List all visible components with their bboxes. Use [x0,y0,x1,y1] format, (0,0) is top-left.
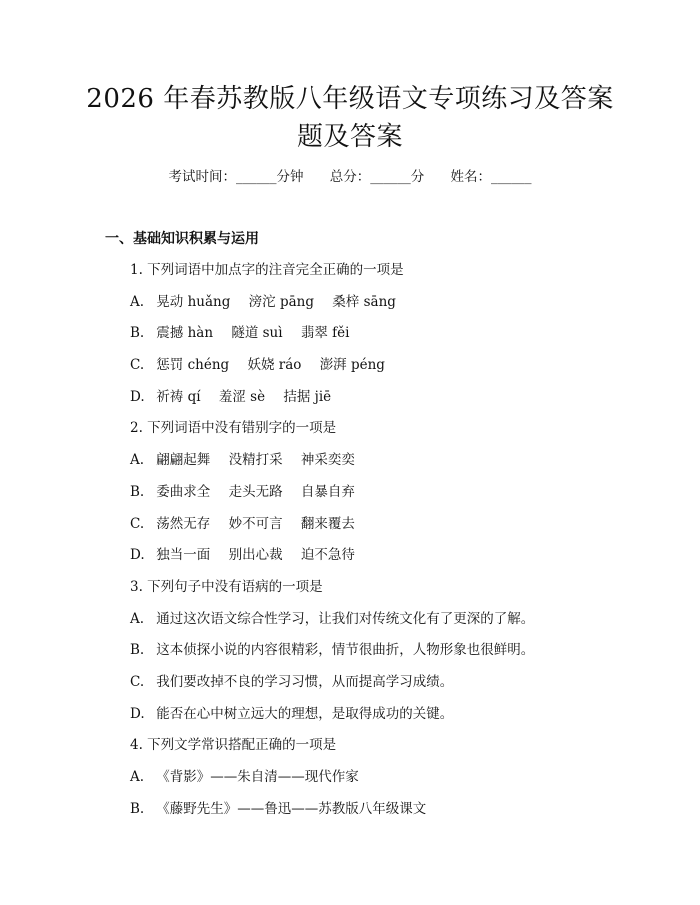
option-3c [0,669,700,701]
exam-time-field: 考试时间：______分钟 [168,169,304,185]
option-term: 妖娆 ráo [247,357,302,374]
option-3d [0,701,700,733]
option-term: 翡翠 fěi [300,325,350,342]
option-term: 独当一面 [156,547,211,564]
question-stem-2: 2. 下列词语中没有错别字的一项是 [130,420,337,437]
option-1b [0,320,700,352]
option-term: 迫不急待 [300,547,355,564]
question-stem-3: 3. 下列句子中没有语病的一项是 [130,578,323,595]
option-term: 惩罚 chéng [156,357,230,374]
question-stem-4: 4. 下列文学常识搭配正确的一项是 [130,737,337,754]
total-score-field: 总分：______分 [329,169,425,185]
option-letter: D. [130,388,145,405]
option-letter: C. [130,673,145,690]
option-term: 翩翩起舞 [156,452,211,469]
option-term: 翻来覆去 [300,515,355,532]
option-letter: A. [130,610,145,627]
option-term: 委曲求全 [156,483,211,500]
option-term: 别出心裁 [228,547,283,564]
option-sentence: 这本侦探小说的内容很精彩，情节很曲折，人物形象也很鲜明。 [156,642,535,659]
question-stem-1: 1. 下列词语中加点字的注音完全正确的一项是 [130,262,404,278]
option-term: 桑梓 sāng [332,293,396,310]
option-letter: B. [130,325,145,342]
option-2a [0,447,700,479]
option-term: 走头无路 [228,483,283,500]
option-sentence: 我们要改掉不良的学习习惯，从而提高学习成绩。 [156,673,454,690]
page-title [60,80,640,156]
option-letter: A. [130,452,145,469]
option-letter: C. [130,515,145,532]
title-line-2: 题及答案 [296,122,403,152]
option-term: 神采奕奕 [300,452,355,469]
option-term: 妙不可言 [228,515,283,532]
option-letter: B. [130,800,145,817]
option-3a [0,606,700,638]
option-sentence: 通过这次语文综合性学习，让我们对传统文化有了更深的了解。 [156,610,535,627]
option-2b [0,479,700,511]
option-1c [0,352,700,384]
option-3b [0,637,700,669]
option-2c [0,511,700,543]
option-1d [0,384,700,416]
option-letter: D. [130,547,145,564]
option-term: 晃动 huǎng [156,293,231,310]
title-line-1: 2026 年春苏教版八年级语文专项练习及答案 [86,84,614,114]
option-letter: A. [130,769,145,785]
option-term: 荡然无存 [156,515,211,532]
option-term: 羞涩 sè [218,388,266,405]
option-term: 澎湃 péng [319,357,385,374]
option-term: 震撼 hàn [156,325,214,342]
option-1a [0,289,700,321]
option-letter: C. [130,357,145,374]
option-term: 拮据 jiē [283,388,332,405]
question-list [0,257,700,827]
option-term: 滂沱 pāng [248,293,314,310]
option-term: 没精打采 [228,452,283,469]
option-letter: D. [130,705,145,722]
option-letter: B. [130,483,145,500]
exam-info-line [0,167,700,187]
option-term: 祈祷 qí [156,388,201,405]
option-2d [0,542,700,574]
student-name-field: 姓名：______ [450,169,532,185]
option-term: 隧道 suì [231,325,283,342]
option-sentence: 能否在心中树立远大的理想，是取得成功的关键。 [156,705,454,722]
option-letter: B. [130,642,145,659]
option-4b [0,796,700,828]
section-heading: 一、基础知识积累与运用 [105,231,259,247]
option-sentence: 《藤野先生》——鲁迅——苏教版八年级课文 [156,800,427,817]
option-4a [0,764,700,796]
option-sentence: 《背影》——朱自清——现代作家 [156,769,359,785]
option-term: 自暴自弃 [300,483,355,500]
option-letter: A. [130,293,145,310]
